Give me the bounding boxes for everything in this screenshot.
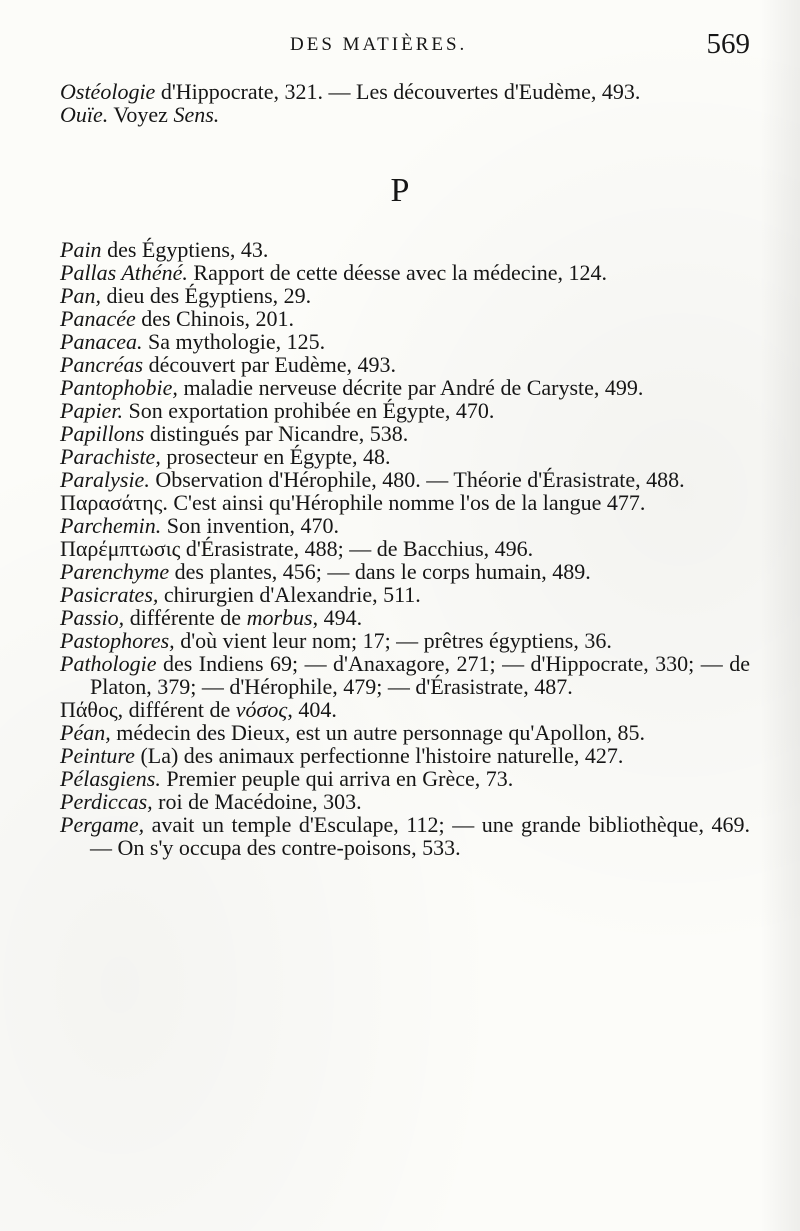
index-text: des Égyptiens, 43. — [101, 237, 269, 262]
index-text: des Indiens 69; — d'Anaxagore, 271; — d'Hippocrate, 330; — de Platon, 379; — d'Hérophile, 479; — d'Érasistrate, 487. — [90, 651, 750, 699]
index-text: médecin des Dieux, est un autre personnage qu'Apollon, 85. — [110, 720, 645, 745]
index-text: Sa mythologie, 125. — [142, 329, 326, 354]
index-text: Rapport de cette déesse avec la médecine, 124. — [187, 260, 607, 285]
index-text: (La) des animaux perfectionne l'histoire naturelle, 427. — [134, 743, 624, 768]
index-italic-ref: Sens. — [173, 102, 220, 127]
index-entry — [60, 790, 750, 813]
index-entry — [60, 537, 750, 560]
index-text: des Chinois, 201. — [135, 306, 295, 331]
index-text: des plantes, 456; — dans le corps humain, 489. — [169, 559, 591, 584]
index-term: Perdiccas, — [60, 789, 153, 814]
index-term: Papier. — [60, 398, 123, 423]
index-text: distingués par Nicandre, 538. — [144, 421, 409, 446]
index-entry — [60, 422, 750, 445]
index-entry — [60, 80, 750, 103]
index-entry — [60, 744, 750, 767]
index-entry — [60, 445, 750, 468]
index-text-tail: , 404. — [287, 697, 337, 722]
index-entry — [60, 307, 750, 330]
index-text: d'Érasistrate, 488; — de Bacchius, 496. — [180, 536, 534, 561]
running-head: DES MATIÈRES. — [290, 34, 468, 55]
index-term: Pergame, — [60, 812, 145, 837]
index-text: Observation d'Hérophile, 480. — Théorie d'Érasistrate, 488. — [149, 467, 685, 492]
index-entry — [60, 468, 750, 491]
index-term: Παρέμπτωσις — [60, 536, 181, 561]
index-entry — [60, 698, 750, 721]
index-term: Pantophobie, — [60, 375, 178, 400]
index-entry — [60, 606, 750, 629]
index-term: Panacea. — [60, 329, 143, 354]
index-text-tail: , 494. — [312, 605, 363, 630]
index-entry — [60, 491, 750, 514]
index-entry — [60, 399, 750, 422]
index-term: Péan, — [60, 720, 111, 745]
index-entry — [60, 813, 750, 859]
index-term: Pallas Athéné. — [60, 260, 188, 285]
index-text: Voyez — [108, 102, 174, 127]
index-entry — [60, 261, 750, 284]
index-entry — [60, 767, 750, 790]
index-text: Son exportation prohibée en Égypte, 470. — [122, 398, 495, 423]
index-entry — [60, 353, 750, 376]
index-term: Pasicrates, — [60, 582, 159, 607]
index-term: Parchemin. — [60, 513, 162, 538]
index-entry — [60, 103, 750, 126]
index-term: Papillons — [60, 421, 145, 446]
index-text: différent de — [123, 697, 236, 722]
index-entry — [60, 583, 750, 606]
index-text: d'Hippocrate, 321. — Les découvertes d'Eudème, 493. — [155, 79, 641, 104]
index-entry — [60, 560, 750, 583]
index-term: Pélasgiens. — [60, 766, 161, 791]
index-term: Pathologie — [60, 651, 157, 676]
index-term: Passio, — [60, 605, 125, 630]
index-term: Parenchyme — [60, 559, 170, 584]
index-term: Paralysie. — [60, 467, 150, 492]
section-letter: P — [390, 172, 410, 209]
index-text: Premier peuple qui arriva en Grèce, 73. — [160, 766, 514, 791]
index-term: Pancréas — [60, 352, 144, 377]
index-text: prosecteur en Égypte, 48. — [160, 444, 391, 469]
index-text: dieu des Égyptiens, 29. — [100, 283, 312, 308]
index-term: Ostéologie — [60, 79, 156, 104]
index-term: Πάθος, — [60, 697, 124, 722]
index-text: Son invention, 470. — [161, 513, 340, 538]
index-entry — [60, 652, 750, 698]
index-entry — [60, 629, 750, 652]
index-text: C'est ainsi qu'Hérophile nomme l'os de la langue 477. — [167, 490, 646, 515]
index-term: Panacée — [60, 306, 136, 331]
index-entry — [60, 330, 750, 353]
index-term: Pastophores, — [60, 628, 175, 653]
index-text: différente de — [124, 605, 247, 630]
index-text: découvert par Eudème, 493. — [143, 352, 396, 377]
index-text: chirurgien d'Alexandrie, 511. — [158, 582, 421, 607]
index-term: Peinture — [60, 743, 135, 768]
index-term: Παρασάτης. — [60, 490, 168, 515]
index-entry — [60, 376, 750, 399]
index-entry — [60, 514, 750, 537]
index-italic-ref: νόσος — [235, 697, 288, 722]
index-italic-ref: morbus — [246, 605, 313, 630]
index-text: roi de Macédoine, 303. — [152, 789, 362, 814]
index-list-top — [60, 80, 750, 126]
index-term: Pain — [60, 237, 102, 262]
index-list-p — [60, 238, 750, 859]
index-term: Parachiste, — [60, 444, 161, 469]
page-header — [60, 28, 750, 74]
index-text: d'où vient leur nom; 17; — prêtres égyptiens, 36. — [174, 628, 612, 653]
index-term: Ouïe. — [60, 102, 109, 127]
page-number: 569 — [706, 28, 750, 60]
index-term: Pan, — [60, 283, 101, 308]
index-entry — [60, 284, 750, 307]
index-text: avait un temple d'Esculape, 112; — une grande bibliothèque, 469. — On s'y occupa des contre-poisons, 533. — [90, 812, 750, 860]
index-text: maladie nerveuse décrite par André de Caryste, 499. — [177, 375, 644, 400]
index-entry — [60, 238, 750, 261]
index-entry — [60, 721, 750, 744]
